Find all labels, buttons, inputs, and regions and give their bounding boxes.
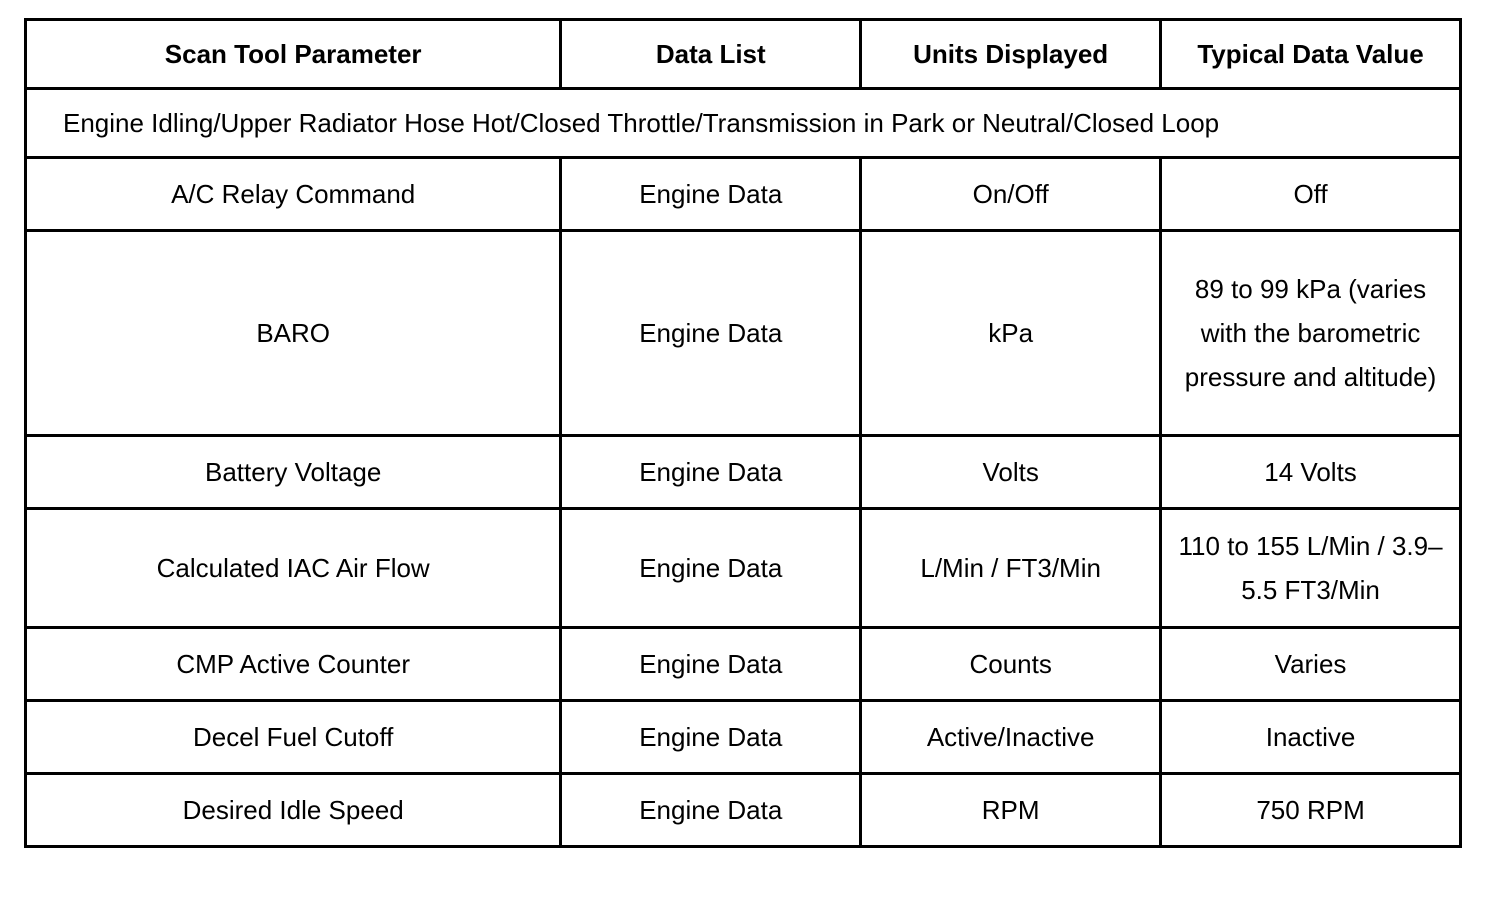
table-header-row: [26, 20, 1461, 89]
cell-units: L/Min / FT3/Min: [861, 509, 1161, 628]
operating-condition: Engine Idling/Upper Radiator Hose Hot/Closed Throttle/Transmission in Park or Neutral/Closed Loop: [26, 89, 1461, 158]
cell-data-list: Engine Data: [561, 436, 861, 509]
cell-units: Volts: [861, 436, 1161, 509]
table-row: [26, 701, 1461, 774]
table-row: [26, 628, 1461, 701]
cell-parameter: BARO: [26, 231, 561, 436]
cell-typical: 89 to 99 kPa (varies with the barometric pressure and altitude): [1161, 231, 1461, 436]
cell-parameter: CMP Active Counter: [26, 628, 561, 701]
cell-data-list: Engine Data: [561, 231, 861, 436]
cell-units: Counts: [861, 628, 1161, 701]
condition-row: [26, 89, 1461, 158]
scan-tool-data-table: [24, 18, 1462, 848]
cell-units: kPa: [861, 231, 1161, 436]
header-data-list: Data List: [561, 20, 861, 89]
header-scan-tool-parameter: Scan Tool Parameter: [26, 20, 561, 89]
cell-parameter: Calculated IAC Air Flow: [26, 509, 561, 628]
cell-parameter: Decel Fuel Cutoff: [26, 701, 561, 774]
cell-data-list: Engine Data: [561, 774, 861, 847]
cell-typical: 110 to 155 L/Min / 3.9–5.5 FT3/Min: [1161, 509, 1461, 628]
cell-parameter: Battery Voltage: [26, 436, 561, 509]
table-row: [26, 231, 1461, 436]
cell-parameter: Desired Idle Speed: [26, 774, 561, 847]
table-row: [26, 509, 1461, 628]
cell-typical: Off: [1161, 158, 1461, 231]
cell-data-list: Engine Data: [561, 628, 861, 701]
cell-units: RPM: [861, 774, 1161, 847]
cell-data-list: Engine Data: [561, 158, 861, 231]
cell-parameter: A/C Relay Command: [26, 158, 561, 231]
cell-typical: Inactive: [1161, 701, 1461, 774]
cell-typical: 750 RPM: [1161, 774, 1461, 847]
cell-data-list: Engine Data: [561, 509, 861, 628]
table-row: [26, 158, 1461, 231]
cell-typical: 14 Volts: [1161, 436, 1461, 509]
table-row: [26, 774, 1461, 847]
cell-units: Active/Inactive: [861, 701, 1161, 774]
header-units-displayed: Units Displayed: [861, 20, 1161, 89]
cell-typical: Varies: [1161, 628, 1461, 701]
cell-units: On/Off: [861, 158, 1161, 231]
table-row: [26, 436, 1461, 509]
header-typical-data-value: Typical Data Value: [1161, 20, 1461, 89]
cell-data-list: Engine Data: [561, 701, 861, 774]
